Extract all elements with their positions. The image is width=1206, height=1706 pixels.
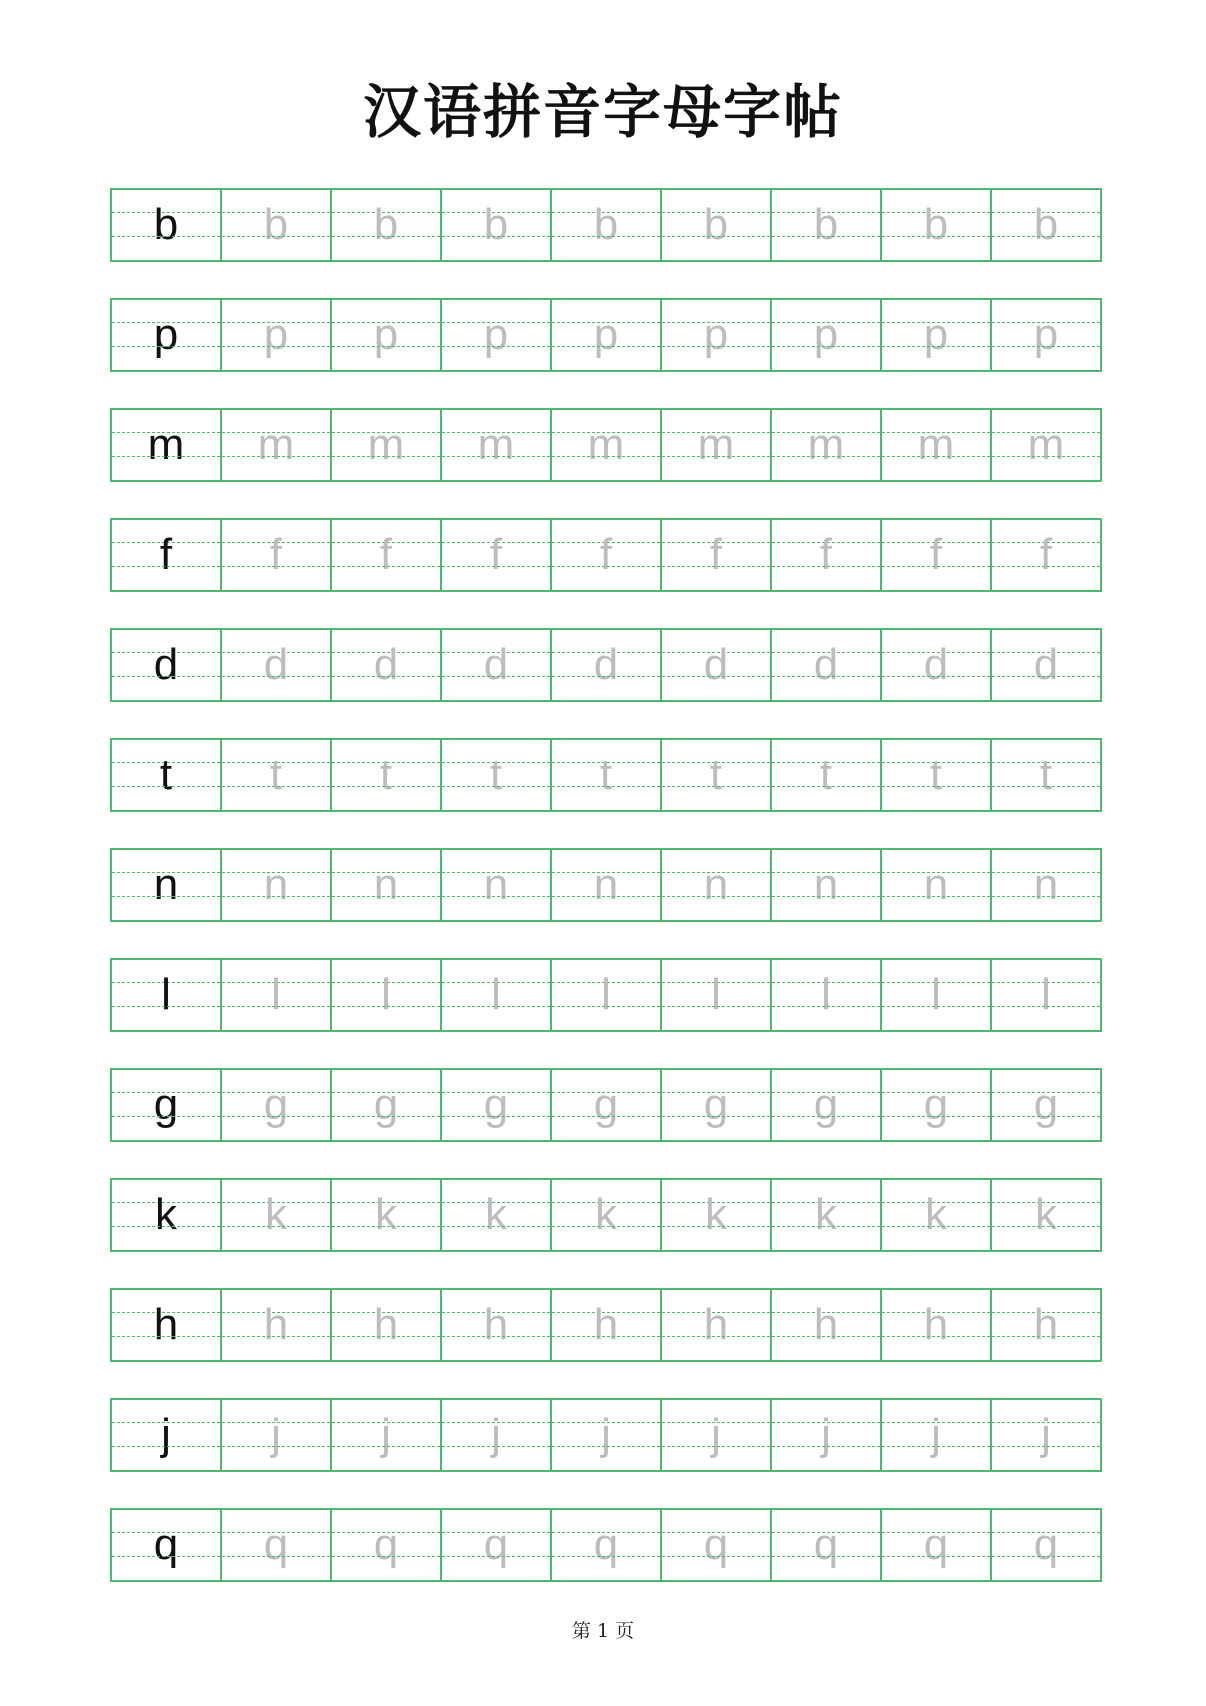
trace-letter: j xyxy=(880,1400,990,1470)
trace-letter: g xyxy=(660,1070,770,1140)
trace-letter: g xyxy=(220,1070,330,1140)
practice-row-h xyxy=(110,1288,1102,1362)
trace-letter: f xyxy=(770,520,880,590)
trace-letter: l xyxy=(990,960,1100,1030)
trace-letter: b xyxy=(440,190,550,260)
trace-letter: n xyxy=(990,850,1100,920)
trace-letter: k xyxy=(990,1180,1100,1250)
trace-letter: g xyxy=(330,1070,440,1140)
model-letter: m xyxy=(147,420,185,469)
trace-letter: f xyxy=(330,520,440,590)
trace-letter: j xyxy=(330,1400,440,1470)
trace-letter: g xyxy=(990,1070,1100,1140)
trace-letter: b xyxy=(770,190,880,260)
practice-row-f xyxy=(110,518,1102,592)
trace-letter: q xyxy=(440,1510,550,1580)
practice-row-t xyxy=(110,738,1102,812)
trace-letter: t xyxy=(660,740,770,810)
page-title: 汉语拼音字母字帖 xyxy=(362,78,843,146)
trace-letter: l xyxy=(770,960,880,1030)
trace-letter: b xyxy=(660,190,770,260)
trace-letter: q xyxy=(660,1510,770,1580)
trace-letter: l xyxy=(660,960,770,1030)
trace-letter: m xyxy=(770,410,880,480)
trace-letter: h xyxy=(220,1290,330,1360)
trace-letter: t xyxy=(880,740,990,810)
practice-row-j xyxy=(110,1398,1102,1472)
trace-letter: j xyxy=(770,1400,880,1470)
trace-letter: h xyxy=(770,1290,880,1360)
trace-letter: m xyxy=(220,410,330,480)
trace-letter: m xyxy=(660,410,770,480)
trace-letter: j xyxy=(440,1400,550,1470)
trace-letter: d xyxy=(220,630,330,700)
trace-letter: h xyxy=(880,1290,990,1360)
model-letter: h xyxy=(153,1300,179,1349)
trace-letter: g xyxy=(550,1070,660,1140)
model-letter: q xyxy=(153,1520,179,1569)
trace-letter: l xyxy=(330,960,440,1030)
trace-letter: n xyxy=(440,850,550,920)
trace-letter: p xyxy=(440,300,550,370)
trace-letter: f xyxy=(440,520,550,590)
trace-letter: g xyxy=(880,1070,990,1140)
trace-letter: m xyxy=(330,410,440,480)
trace-letter: p xyxy=(220,300,330,370)
trace-letter: t xyxy=(770,740,880,810)
trace-letter: n xyxy=(550,850,660,920)
trace-letter: p xyxy=(660,300,770,370)
trace-letter: f xyxy=(880,520,990,590)
trace-letter: f xyxy=(990,520,1100,590)
practice-row-n xyxy=(110,848,1102,922)
trace-letter: f xyxy=(220,520,330,590)
trace-letter: t xyxy=(550,740,660,810)
model-letter: b xyxy=(153,200,179,249)
trace-letter: m xyxy=(990,410,1100,480)
trace-letter: q xyxy=(220,1510,330,1580)
model-letter: f xyxy=(159,530,173,579)
trace-letter: f xyxy=(660,520,770,590)
trace-letter: b xyxy=(990,190,1100,260)
trace-letter: k xyxy=(550,1180,660,1250)
trace-letter: p xyxy=(990,300,1100,370)
practice-row-q xyxy=(110,1508,1102,1582)
trace-letter: n xyxy=(220,850,330,920)
model-letter: j xyxy=(161,1410,171,1459)
trace-letter: q xyxy=(880,1510,990,1580)
trace-letter: b xyxy=(550,190,660,260)
trace-letter: h xyxy=(330,1290,440,1360)
trace-letter: j xyxy=(550,1400,660,1470)
trace-letter: b xyxy=(220,190,330,260)
trace-letter: l xyxy=(220,960,330,1030)
trace-letter: d xyxy=(440,630,550,700)
trace-letter: d xyxy=(770,630,880,700)
trace-letter: m xyxy=(550,410,660,480)
trace-letter: n xyxy=(880,850,990,920)
trace-letter: h xyxy=(990,1290,1100,1360)
trace-letter: q xyxy=(330,1510,440,1580)
trace-letter: d xyxy=(330,630,440,700)
model-letter: k xyxy=(155,1190,177,1239)
trace-letter: d xyxy=(550,630,660,700)
practice-row-g xyxy=(110,1068,1102,1142)
trace-letter: q xyxy=(770,1510,880,1580)
trace-letter: k xyxy=(220,1180,330,1250)
trace-letter: n xyxy=(330,850,440,920)
practice-row-d xyxy=(110,628,1102,702)
trace-letter: m xyxy=(880,410,990,480)
trace-letter: k xyxy=(660,1180,770,1250)
trace-letter: t xyxy=(990,740,1100,810)
trace-letter: q xyxy=(990,1510,1100,1580)
trace-letter: b xyxy=(330,190,440,260)
practice-row-p xyxy=(110,298,1102,372)
trace-letter: q xyxy=(550,1510,660,1580)
trace-letter: t xyxy=(440,740,550,810)
trace-letter: d xyxy=(990,630,1100,700)
trace-letter: d xyxy=(880,630,990,700)
trace-letter: k xyxy=(440,1180,550,1250)
trace-letter: l xyxy=(880,960,990,1030)
trace-letter: b xyxy=(880,190,990,260)
model-letter: t xyxy=(159,750,173,799)
model-letter: n xyxy=(153,860,179,909)
practice-row-k xyxy=(110,1178,1102,1252)
trace-letter: p xyxy=(330,300,440,370)
trace-letter: l xyxy=(440,960,550,1030)
trace-letter: h xyxy=(440,1290,550,1360)
trace-letter: t xyxy=(330,740,440,810)
practice-row-m xyxy=(110,408,1102,482)
trace-letter: p xyxy=(550,300,660,370)
trace-letter: m xyxy=(440,410,550,480)
trace-letter: h xyxy=(550,1290,660,1360)
trace-letter: g xyxy=(770,1070,880,1140)
trace-letter: j xyxy=(660,1400,770,1470)
trace-letter: k xyxy=(880,1180,990,1250)
trace-letter: k xyxy=(330,1180,440,1250)
trace-letter: h xyxy=(660,1290,770,1360)
trace-letter: n xyxy=(660,850,770,920)
page-number: 第 1 页 xyxy=(571,1620,635,1642)
trace-letter: p xyxy=(770,300,880,370)
trace-letter: t xyxy=(220,740,330,810)
trace-letter: j xyxy=(990,1400,1100,1470)
trace-letter: l xyxy=(550,960,660,1030)
trace-letter: f xyxy=(550,520,660,590)
trace-letter: n xyxy=(770,850,880,920)
trace-letter: g xyxy=(440,1070,550,1140)
practice-grid xyxy=(110,188,1102,1618)
trace-letter: p xyxy=(880,300,990,370)
model-letter: p xyxy=(153,310,179,359)
trace-letter: k xyxy=(770,1180,880,1250)
practice-row-b xyxy=(110,188,1102,262)
trace-letter: d xyxy=(660,630,770,700)
trace-letter: j xyxy=(220,1400,330,1470)
model-letter: d xyxy=(153,640,179,689)
model-letter: g xyxy=(153,1080,179,1129)
practice-row-l xyxy=(110,958,1102,1032)
model-letter: l xyxy=(161,970,171,1019)
